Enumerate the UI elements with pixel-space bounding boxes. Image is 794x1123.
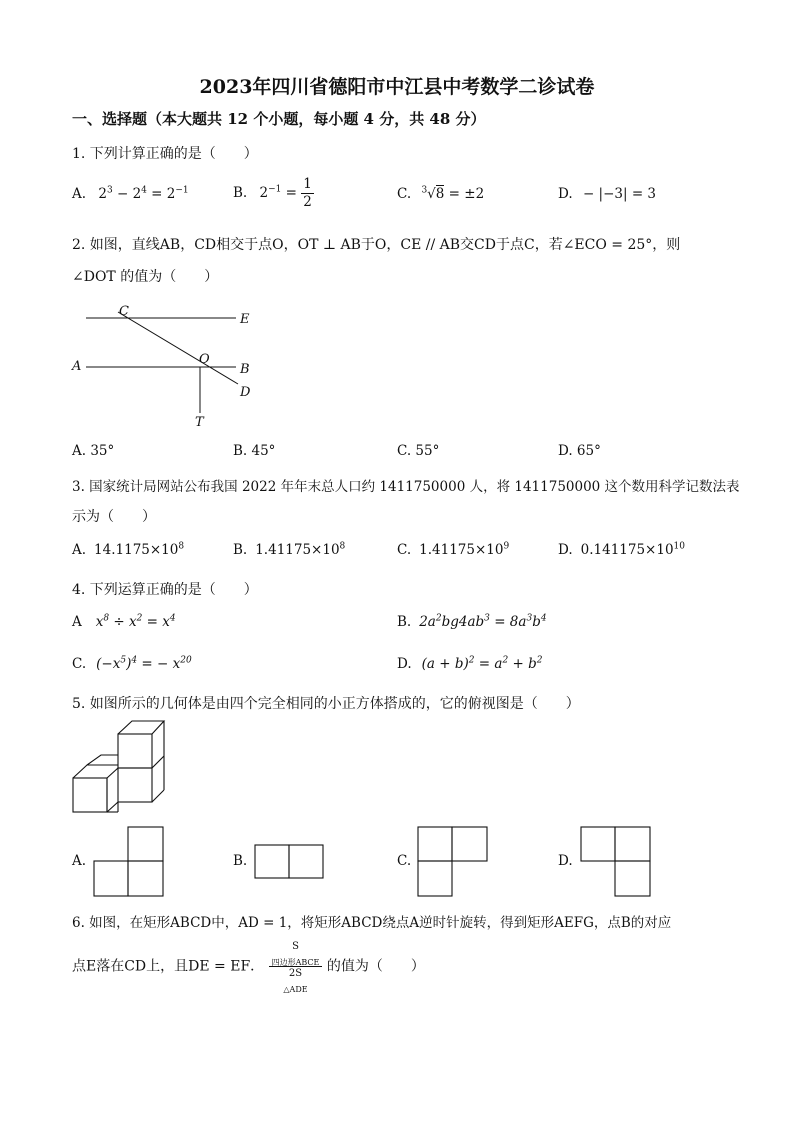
label-b: B [240,362,250,377]
q3-option-c[interactable]: C. $1.41175\times 10^9$ [397,541,510,558]
label-a: A [72,359,82,374]
q2-figure [66,298,266,433]
label-d: D [240,385,251,400]
page-title: 2023年四川省德阳市中江县中考数学二诊试卷 [199,76,595,98]
q4-option-c[interactable]: C. $(-x^5)^4$ = − $x^{20}$ [72,655,192,672]
section-heading: 一、选择题（本大题共 12 个小题，每小题 4 分，共 48 分） [72,110,486,128]
q2-option-d[interactable]: D. 65° [558,443,601,459]
q4-option-d[interactable]: D. $(a + b)^2 = a^2 + b^2$ [397,655,543,672]
q3-option-d[interactable]: D. $0.141175\times 10^{10}$ [558,541,685,558]
q2-option-b[interactable]: B. 45° [233,443,276,459]
q5-option-d-figure[interactable] [580,826,652,898]
q3-stem-line1: 3. 国家统计局网站公布我国 2022 年年末总人口约 1411750000 人，将 1411750000 这个数用科学记数法表 [72,479,740,495]
q5-option-a-label[interactable]: A. [72,853,87,869]
q1-a-expr: $2^3 - 2^4 = 2^{-1}$ [98,185,189,202]
label-c: C [119,304,129,319]
q5-option-a-figure[interactable] [93,826,165,898]
q3-option-a[interactable]: A. $14.1175\times 10^8$ [72,541,185,558]
q5-stem: 5. 如图所示的几何体是由四个完全相同的小正方体搭成的，它的俯视图是（ ） [72,696,580,712]
q1-b-label: B. [233,185,248,201]
q1-option-a[interactable] [72,186,189,202]
q2-stem-line2: ∠DOT 的值为（ ） [72,269,219,285]
q1-d-label: D. [558,186,573,202]
q2-stem-line1: 2. 如图，直线AB，CD相交于点O，OT ⊥ AB于O，CE // AB交CD于点C，若∠ECO = 25°，则 [72,237,681,253]
label-e: E [240,312,250,327]
q5-option-b-figure[interactable] [254,844,324,880]
label-o: O [199,352,210,367]
q2-option-a[interactable]: A. 35° [72,443,115,459]
q5-solid-figure [72,720,167,815]
q1-b-expr: $2^{-1}$ = $\frac{1}{2}$ [259,176,312,210]
q5-option-b-label[interactable]: B. [233,853,248,869]
q1-c-label: C. [397,186,412,202]
line-cd [118,312,238,384]
q3-stem-line2: 示为（ ） [72,509,156,525]
q6-stem-line2: 点E落在CD上，且DE = EF． S $_{四边形ABCE}$ 2S $_{\triangle ADE}$ 的值为（ ） [72,941,425,994]
q4-stem: 4. 下列运算正确的是（ ） [72,582,258,598]
q1-c-expr: $^3$√8 = ±2 [421,185,485,202]
q4-option-b[interactable]: B. $2a^2bg4ab^3 = 8a^3b^4$ [397,613,547,630]
q1-option-c[interactable] [397,186,484,202]
q1-stem: 1. 下列计算正确的是（ ） [72,146,258,162]
q5-option-c-figure[interactable] [417,826,489,898]
q1-option-b[interactable] [233,176,314,211]
q6-stem-line1: 6. 如图，在矩形ABCD中，AD = 1，将矩形ABCD绕点A逆时针旋转，得到矩形AEFG，点B的对应 [72,915,672,931]
q2-option-c[interactable]: C. 55° [397,443,440,459]
q6-fraction: S $_{四边形ABCE}$ 2S $_{\triangle ADE}$ [269,940,323,993]
q1-d-expr: − |−3| = 3 [582,186,657,202]
q3-option-b[interactable]: B. $1.41175\times 10^8$ [233,541,346,558]
label-t: T [195,415,204,430]
q5-option-d-label[interactable]: D. [558,853,573,869]
q5-option-c-label[interactable]: C. [397,853,412,869]
q1-a-label: A. [72,186,87,202]
q4-option-a[interactable]: A $x^8 \div x^2 = x^4$ [72,613,176,630]
q1-option-d[interactable] [558,186,656,202]
